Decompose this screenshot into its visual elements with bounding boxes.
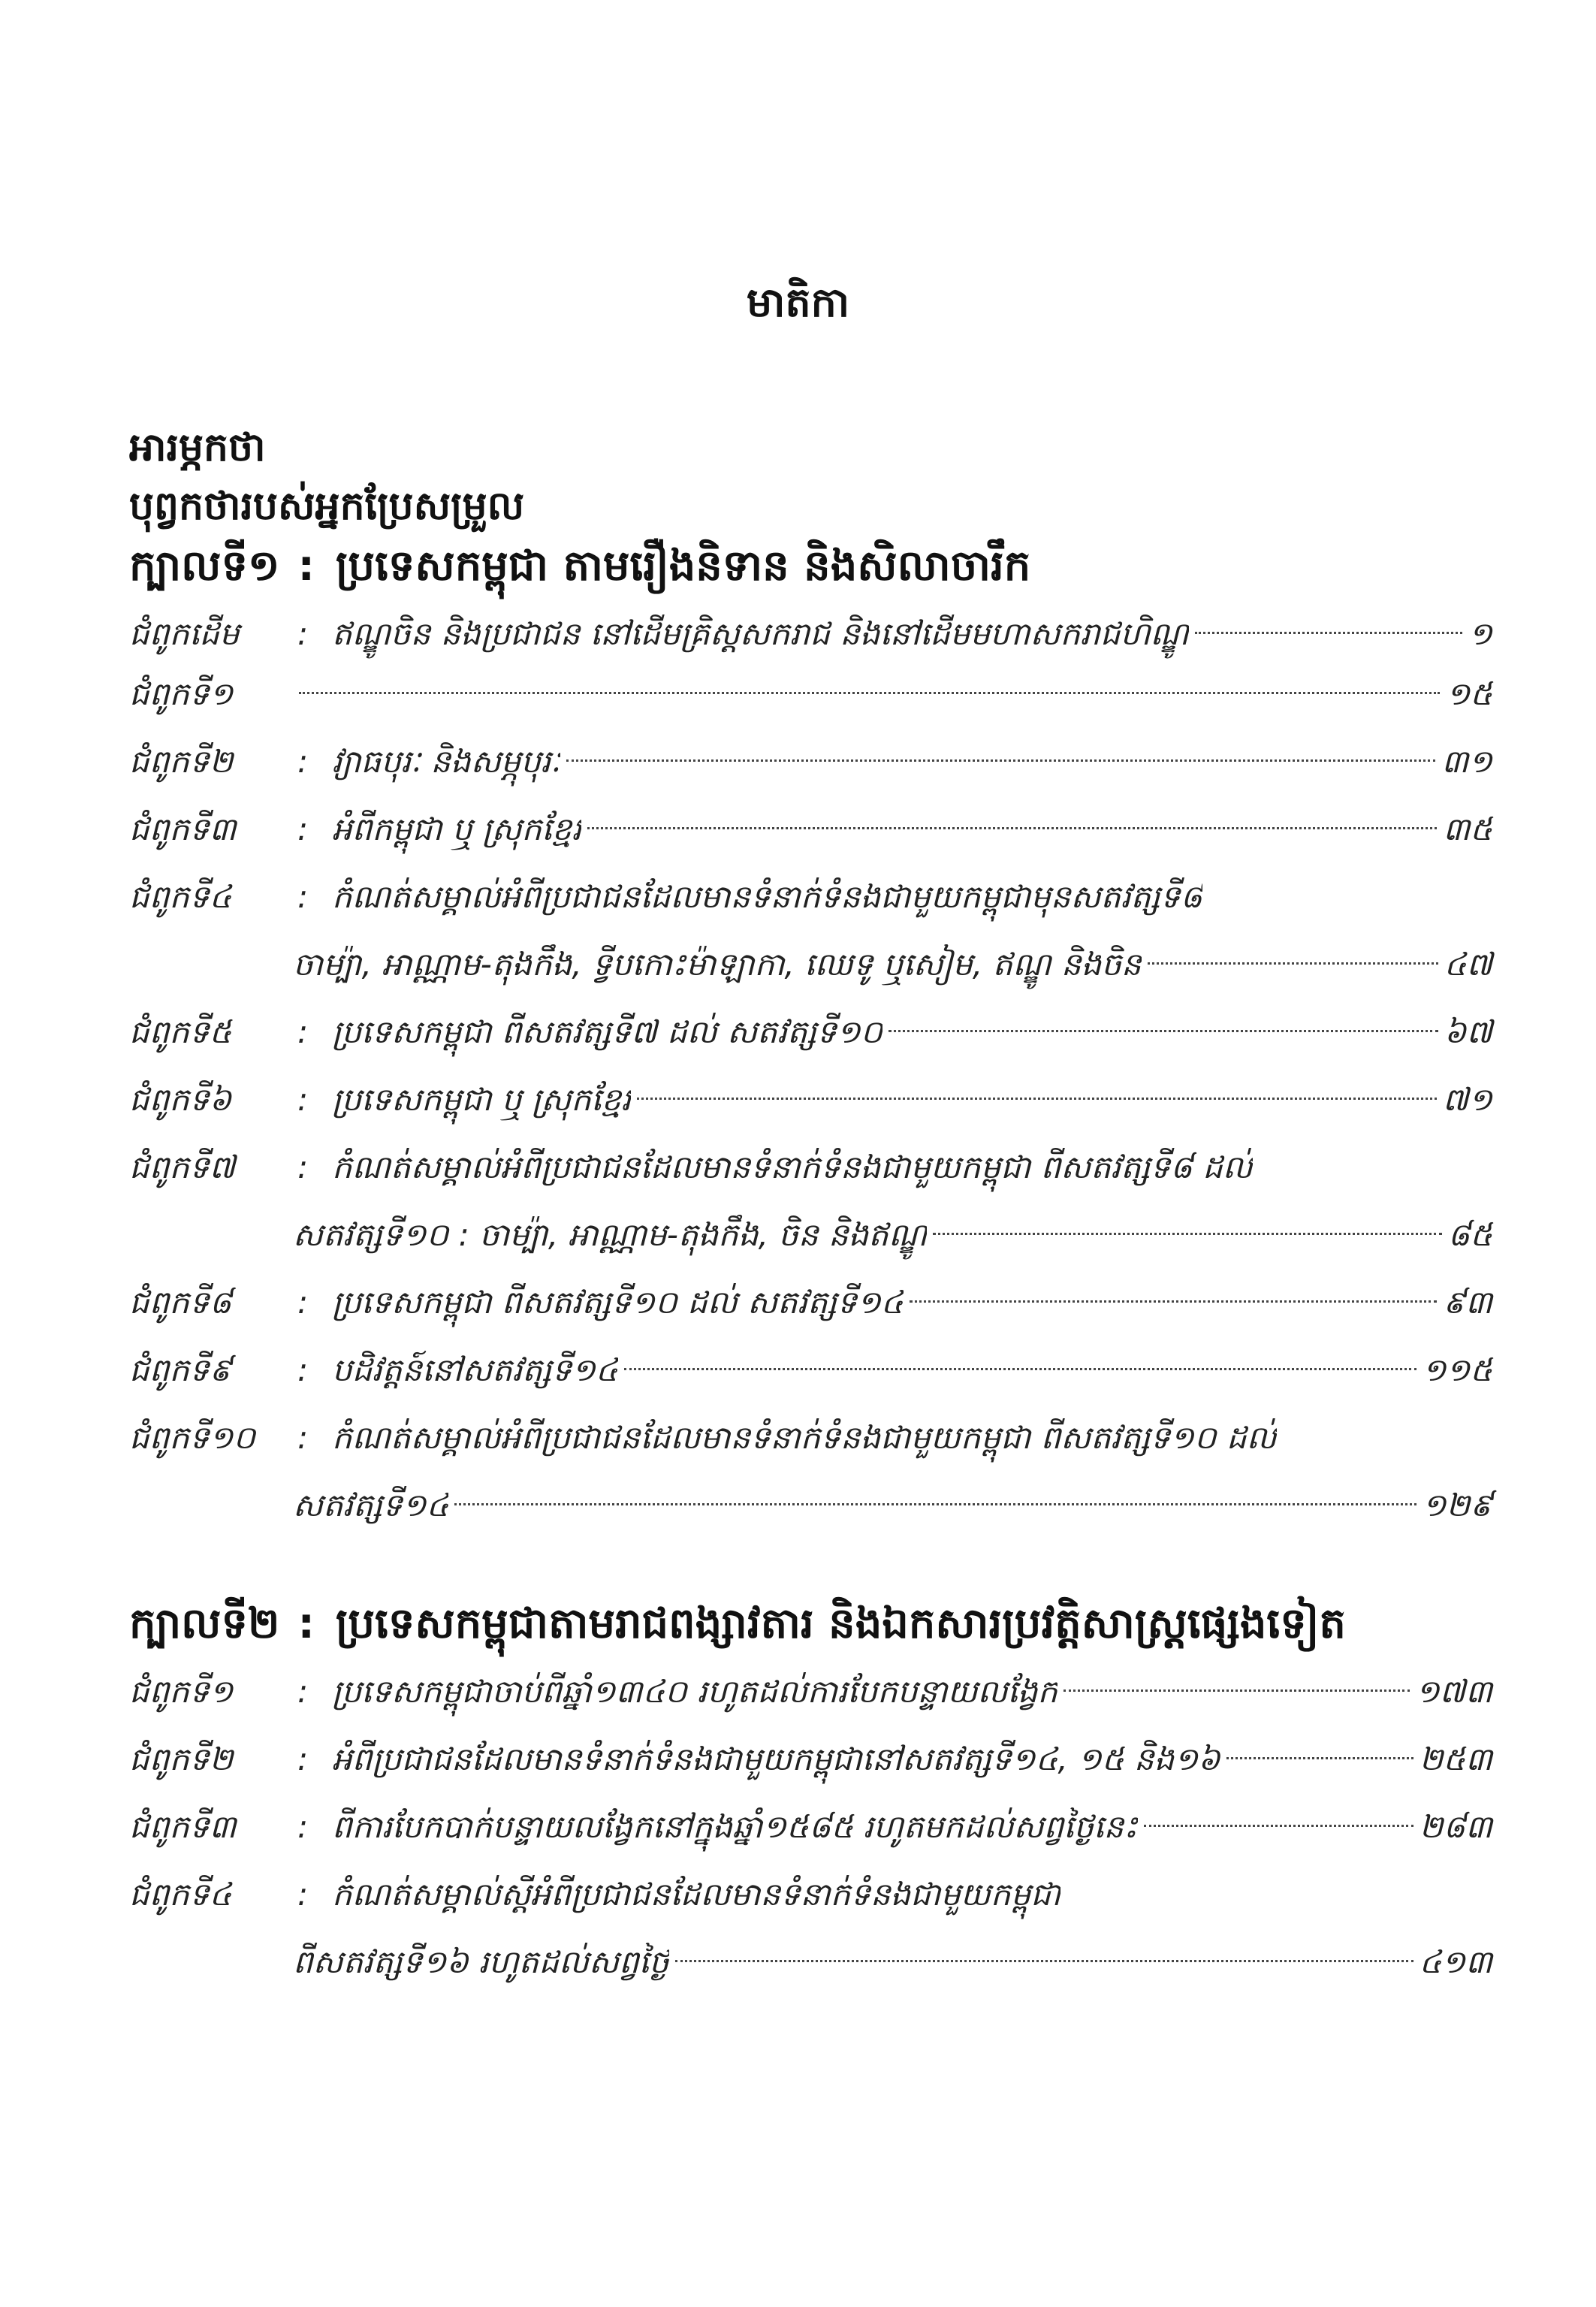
toc-line [332,1340,1492,1400]
toc-chapter-title-continued: សតវត្សទី១០ : ចាម្ប៉ា, អាណ្ណាម-តុងកឹង, ចិន និងឥណ្ឌូ [293,1216,928,1253]
toc-line [332,604,1492,664]
dot-leader [933,1233,1441,1235]
toc-line [293,1205,1492,1265]
dot-leader [454,1503,1416,1505]
toc-chapter-title: ប្រទេសកម្ពុជា ពីសតវត្សទី១០ ដល់ សតវត្សទី១៤ [332,1284,904,1321]
toc-chapter-title-continued: សតវត្សទី១៤ [293,1487,449,1523]
toc-chapter-title: អំពីប្រជាជនដែលមានទំនាក់ទំនងជាមួយកម្ពុជានៅសតវត្សទី១៤, ១៥ និង១៦ [332,1741,1220,1777]
toc-line [332,1408,1492,1468]
toc-entry [129,732,1492,792]
toc-colon: : [297,1419,309,1456]
toc-chapter-title: ពីការបែកបាក់បន្ទាយលង្វែកនៅក្នុងឆ្នាំ១៥៨៥ រហូតមកដល់សព្វថ្ងៃនេះ [332,1808,1138,1845]
toc-colon: : [297,1351,309,1388]
toc-page-number: ១២៩ [1422,1487,1492,1523]
page-title: មាតិកា [746,279,850,326]
dot-leader [1148,962,1438,965]
toc-chapter-title: ប្រទេសកម្ពុជា ឬ ស្រុកខ្មែរ [332,1081,632,1118]
toc-entry [129,664,1492,724]
toc-page-number: ៦៧ [1444,1013,1492,1050]
dot-leader [910,1300,1438,1303]
toc-page-number: ៤៧ [1444,946,1492,983]
toc-chapter-label: ជំពូកដើម [129,615,240,652]
toc-line [332,1273,1492,1333]
toc-colon: : [297,1673,309,1710]
toc-page-number: ៣៥ [1443,811,1492,847]
toc-colon: : [297,1284,309,1321]
toc-line [332,1137,1492,1197]
foreword-heading: អារម្ភកថា [129,425,266,470]
toc-colon: : [297,1741,309,1777]
toc-colon: : [297,811,309,847]
part1-heading [129,536,1030,596]
toc-chapter-title-continued: ចាម្ប៉ា, អាណ្ណាម-តុងកឹង, ទ្វីបកោះម៉ាឡាកា, ឈេទូ ឬសៀម, ឥណ្ឌូ និងចិន [293,946,1142,983]
toc-chapter-label: ជំពូកទី៧ [129,1149,236,1185]
toc-chapter-title: កំណត់សម្គាល់ស្ដីអំពីប្រជាជនដែលមានទំនាក់ទំនងជាមួយកម្ពុជា [332,1876,1061,1913]
toc-page-number: ១៥ [1446,675,1492,712]
dot-leader [1226,1757,1413,1759]
toc-page-number: ១ [1468,615,1492,652]
toc-colon: : [297,743,309,780]
toc-chapter-label: ជំពូកទី៤ [129,1876,232,1913]
toc-chapter-label: ជំពូកទី២ [129,1741,234,1777]
toc-chapter-title: បដិវត្តន៍នៅសតវត្សទី១៤ [332,1351,618,1388]
dot-leader [299,692,1440,694]
dot-leader [889,1030,1438,1032]
toc-entry [129,1865,1492,1925]
dot-leader [675,1960,1413,1962]
dot-leader [637,1098,1436,1100]
toc-page-number: ៣១ [1441,743,1492,780]
toc-entry-continuation [129,1475,1492,1535]
toc-entry [129,799,1492,859]
toc-chapter-title: កំណត់សម្គាល់អំពីប្រជាជនដែលមានទំនាក់ទំនងជាមួយកម្ពុជា ពីសតវត្សទី៨ ដល់ [332,1149,1253,1185]
toc-line [332,1865,1492,1925]
toc-page-number: ២៨៣ [1419,1808,1492,1845]
toc-page-number: ៤១៣ [1419,1943,1492,1980]
toc-entry [129,1729,1492,1789]
part2-title: ប្រទេសកម្ពុជាតាមរាជពង្សាវតារ និងឯកសារប្រវត្តិសាស្ត្រផ្សេងទៀត [335,1599,1346,1648]
toc-line [293,935,1492,995]
toc-line [293,1932,1492,1992]
toc-line [332,1729,1492,1789]
part1-label: ក្បាលទី១ [129,542,280,590]
toc-entry [129,1273,1492,1333]
toc-page-number: ១៧៣ [1415,1673,1492,1710]
toc-chapter-label: ជំពូកទី៥ [129,1013,232,1050]
toc-chapter-label: ជំពូកទី១០ [129,1419,256,1456]
toc-chapter-label: ជំពូកទី៣ [129,1808,237,1845]
dot-leader [566,759,1435,762]
part2-colon: : [297,1599,315,1648]
toc-chapter-title: កំណត់សម្គាល់អំពីប្រជាជនដែលមានទំនាក់ទំនងជាមួយកម្ពុជាមុនសតវត្សទី៨ [332,878,1203,915]
toc-chapter-title-continued: ពីសតវត្សទី១៦ រហូតដល់សព្វថ្ងៃ [293,1943,669,1980]
toc-chapter-title: ប្រទេសកម្ពុជាចាប់ពីឆ្នាំ១៣៤០ រហូតដល់ការបែកបន្ទាយលង្វែក [332,1673,1058,1710]
part2-heading [129,1594,1346,1654]
toc-chapter-label: ជំពូកទី៨ [129,1284,232,1321]
toc-line [332,799,1492,859]
toc-line [332,732,1492,792]
part1-title: ប្រទេសកម្ពុជា តាមរឿងនិទាន និងសិលាចារឹក [335,542,1031,590]
toc-chapter-label: ជំពូកទី៩ [129,1351,232,1388]
toc-chapter-title: វ្យាធបុរៈ និងសម្ភុបុរៈ [332,743,561,780]
toc-chapter-title: ឥណ្ឌូចិន និងប្រជាជន នៅដើមគ្រិស្តសករាជ និងនៅដើមមហាសករាជហិណ្ឌូ [332,615,1189,652]
toc-chapter-title: ប្រទេសកម្ពុជា ពីសតវត្សទី៧ ដល់ សតវត្សទី១០ [332,1013,883,1050]
toc-entry [129,867,1492,927]
toc-line [293,1475,1492,1535]
dot-leader [1195,632,1462,634]
toc-entry [129,1137,1492,1197]
toc-line [332,1797,1492,1857]
toc-chapter-label: ជំពូកទី១ [129,675,234,712]
toc-page-number: ៩៣ [1443,1284,1492,1321]
toc-chapter-title: កំណត់សម្គាល់អំពីប្រជាជនដែលមានទំនាក់ទំនងជាមួយកម្ពុជា ពីសតវត្សទី១០ ដល់ [332,1419,1277,1456]
dot-leader [1063,1689,1410,1692]
toc-entry [129,1797,1492,1857]
toc-chapter-title: អំពីកម្ពុជា ឬ ស្រុកខ្មែរ [332,811,582,847]
toc-chapter-label: ជំពូកទី៤ [129,878,232,915]
part1-colon: : [297,542,315,590]
toc-chapter-label: ជំពូកទី២ [129,743,234,780]
toc-entry-continuation [129,1932,1492,1992]
toc-colon: : [297,1808,309,1845]
toc-line [332,1002,1492,1062]
toc-chapter-label: ជំពូកទី១ [129,1673,234,1710]
toc-colon: : [297,1149,309,1185]
dot-leader [624,1368,1416,1370]
toc-chapter-label: ជំពូកទី៦ [129,1081,232,1118]
toc-entry [129,1662,1492,1722]
toc-page-number: ១១៥ [1422,1351,1492,1388]
toc-entry [129,604,1492,664]
dot-leader [587,827,1437,829]
toc-entry [129,1070,1492,1130]
toc-entry [129,1408,1492,1468]
part2-label: ក្បាលទី២ [129,1599,280,1648]
toc-page-number: ២៥៣ [1419,1741,1492,1777]
translator-preface-heading: បុព្វកថារបស់អ្នកប្រែសម្រួល [129,484,525,529]
toc-colon: : [297,1081,309,1118]
toc-line [332,1070,1492,1130]
dot-leader [1144,1825,1413,1827]
toc-colon: : [297,1876,309,1913]
toc-colon: : [297,1013,309,1050]
toc-line [293,664,1492,724]
toc-line [332,1662,1492,1722]
toc-line [332,867,1492,927]
toc-entry [129,1340,1492,1400]
toc-colon: : [297,615,309,652]
toc-entry-continuation [129,1205,1492,1265]
toc-entry-continuation [129,935,1492,995]
toc-chapter-label: ជំពូកទី៣ [129,811,237,847]
toc-page-number: ៨៥ [1447,1216,1492,1253]
toc-entry [129,1002,1492,1062]
toc-page-number: ៧១ [1442,1081,1492,1118]
toc-colon: : [297,878,309,915]
